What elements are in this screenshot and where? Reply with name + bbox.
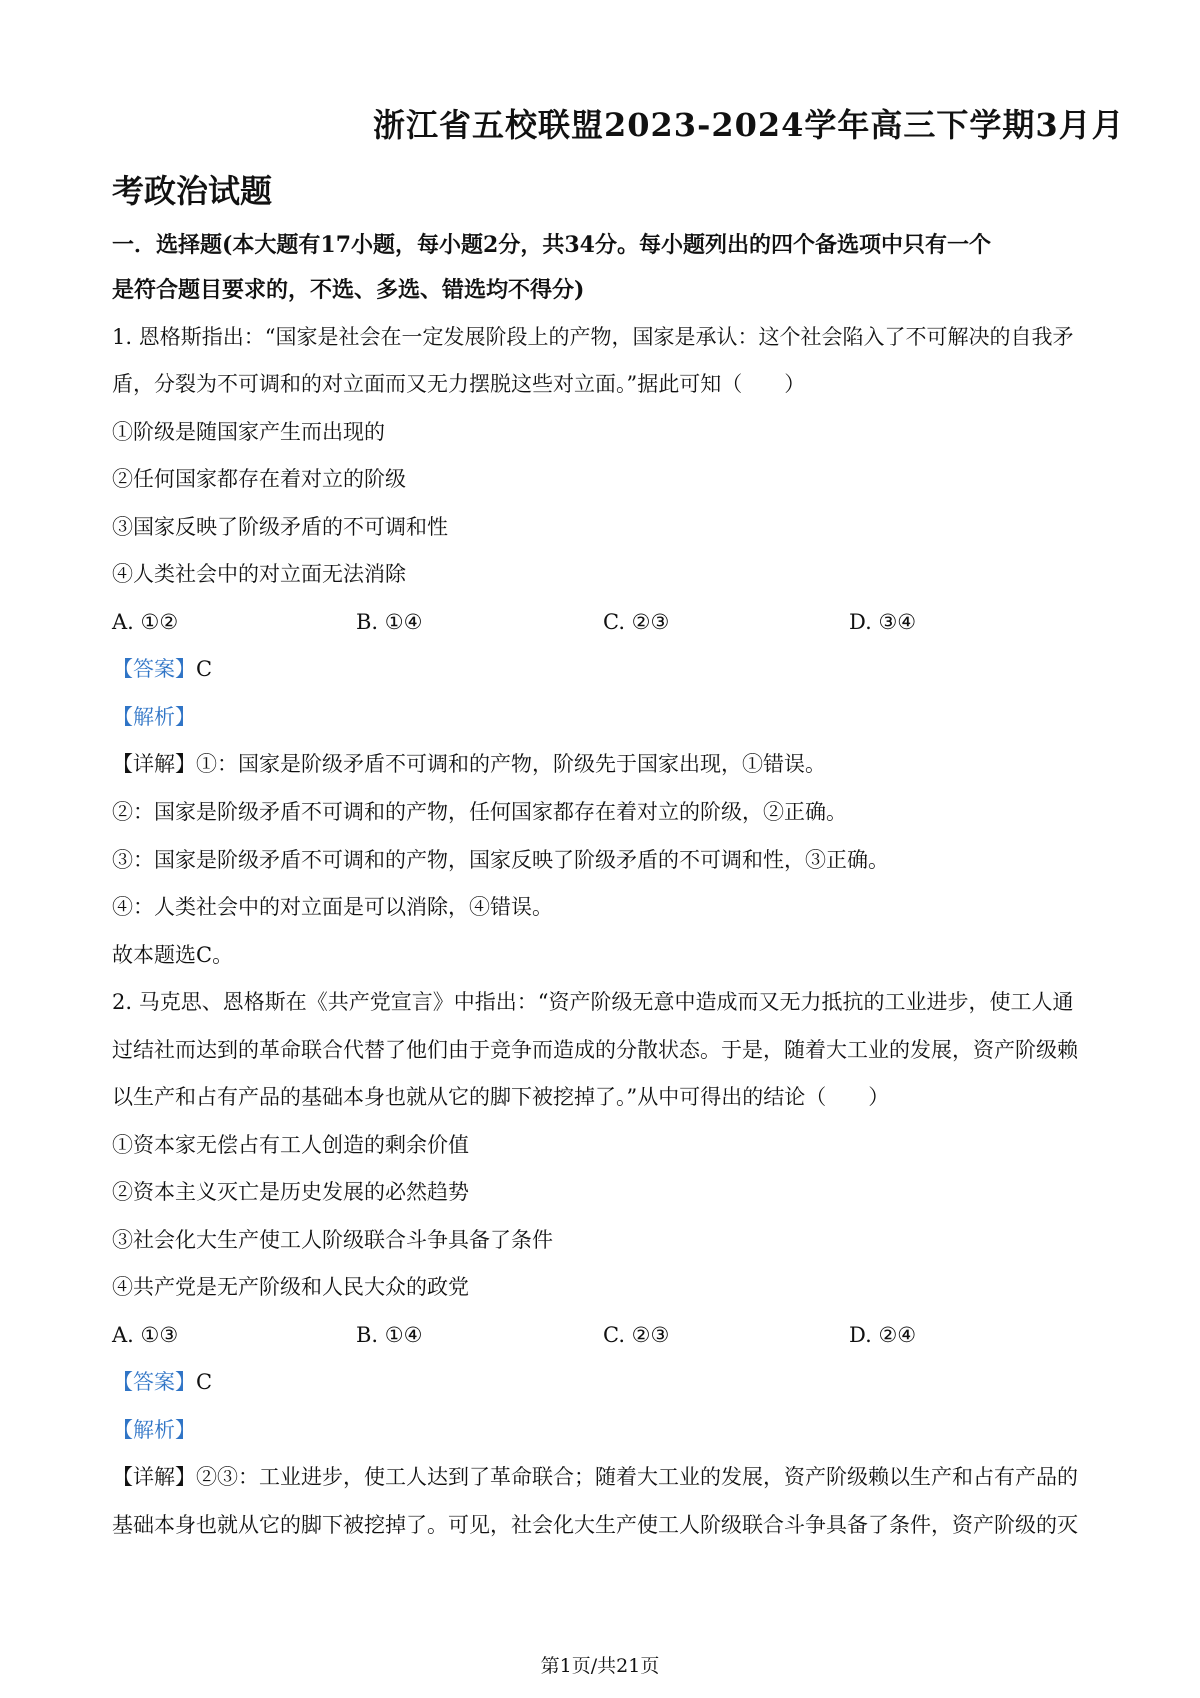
q1-analysis (112, 702, 196, 732)
q2-item-2: ②资本主义灭亡是历史发展的必然趋势 (112, 1180, 469, 1204)
q2-stem-line-3: 以生产和占有产品的基础本身也就从它的脚下被挖掉了。”从中可得出的结论（ ） (112, 1085, 890, 1109)
q2-detail-2: 基础本身也就从它的脚下被挖掉了。可见，社会化大生产使工人阶级联合斗争具备了条件，资产阶级的灭 (112, 1513, 1078, 1537)
q2-analysis-tag: 【解析】 (112, 1418, 196, 1442)
q1-analysis-tag: 【解析】 (112, 705, 196, 729)
q1-stem-line-1: 1. 恩格斯指出：“国家是社会在一定发展阶段上的产物，国家是承认：这个社会陷入了不可解决的自我矛 (112, 325, 1074, 349)
q2-stem-line-2: 过结社而达到的革命联合代替了他们由于竞争而造成的分散状态。于是，随着大工业的发展，资产阶级赖 (112, 1038, 1078, 1062)
q1-detail-1 (112, 749, 826, 779)
q1-detail-3: ③：国家是阶级矛盾不可调和的产物，国家反映了阶级矛盾的不可调和性，③正确。 (112, 848, 889, 872)
q1-answer (112, 654, 212, 684)
q1-item-2: ②任何国家都存在着对立的阶级 (112, 467, 406, 491)
q2-answer-tag: 【答案】 (112, 1370, 196, 1394)
q2-item-1: ①资本家无偿占有工人创造的剩余价值 (112, 1133, 469, 1157)
q2-detail-tag: 【详解】 (112, 1465, 196, 1489)
q2-option-a: A. ①③ (112, 1323, 179, 1347)
q2-item-4: ④共产党是无产阶级和人民大众的政党 (112, 1275, 469, 1299)
q2-detail-1 (112, 1462, 1078, 1492)
q1-item-3: ③国家反映了阶级矛盾的不可调和性 (112, 515, 448, 539)
q2-answer-value: C (196, 1370, 213, 1394)
q2-analysis (112, 1415, 196, 1445)
q1-item-4: ④人类社会中的对立面无法消除 (112, 562, 406, 586)
q1-answer-tag: 【答案】 (112, 657, 196, 681)
q1-answer-value: C (196, 657, 213, 681)
title-line-1: 浙江省五校联盟2023-2024学年高三下学期3月月 (373, 106, 1125, 144)
q1-option-b: B. ①④ (356, 610, 423, 634)
q1-item-1: ①阶级是随国家产生而出现的 (112, 420, 385, 444)
q2-item-3: ③社会化大生产使工人阶级联合斗争具备了条件 (112, 1228, 553, 1252)
q1-detail-1-text: ①：国家是阶级矛盾不可调和的产物，阶级先于国家出现，①错误。 (196, 752, 826, 776)
q2-detail-1-text: ②③：工业进步，使工人达到了革命联合；随着大工业的发展，资产阶级赖以生产和占有产品的 (196, 1465, 1078, 1489)
q1-detail-5: 故本题选C。 (112, 943, 234, 967)
q1-detail-tag: 【详解】 (112, 752, 196, 776)
q2-option-c: C. ②③ (603, 1323, 670, 1347)
q2-stem-line-1: 2. 马克思、恩格斯在《共产党宣言》中指出：“资产阶级无意中造成而又无力抵抗的工业进步，使工人通 (112, 990, 1074, 1014)
page-footer: 第1页/共21页 (540, 1655, 660, 1677)
q1-option-c: C. ②③ (603, 610, 670, 634)
q1-option-a: A. ①② (112, 610, 179, 634)
title-line-2: 考政治试题 (112, 172, 273, 210)
q1-detail-2: ②：国家是阶级矛盾不可调和的产物，任何国家都存在着对立的阶级，②正确。 (112, 800, 847, 824)
section-heading-line-1: 一．选择题(本大题有17小题，每小题2分，共34分。每小题列出的四个备选项中只有一个 (112, 232, 991, 258)
q2-option-b: B. ①④ (356, 1323, 423, 1347)
q2-option-d: D. ②④ (849, 1323, 917, 1347)
q2-answer (112, 1367, 212, 1397)
q1-detail-4: ④：人类社会中的对立面是可以消除，④错误。 (112, 895, 553, 919)
q1-option-d: D. ③④ (849, 610, 917, 634)
q1-stem-line-2: 盾，分裂为不可调和的对立面而又无力摆脱这些对立面。”据此可知（ ） (112, 372, 806, 396)
section-heading-line-2: 是符合题目要求的，不选、多选、错选均不得分) (112, 277, 585, 303)
